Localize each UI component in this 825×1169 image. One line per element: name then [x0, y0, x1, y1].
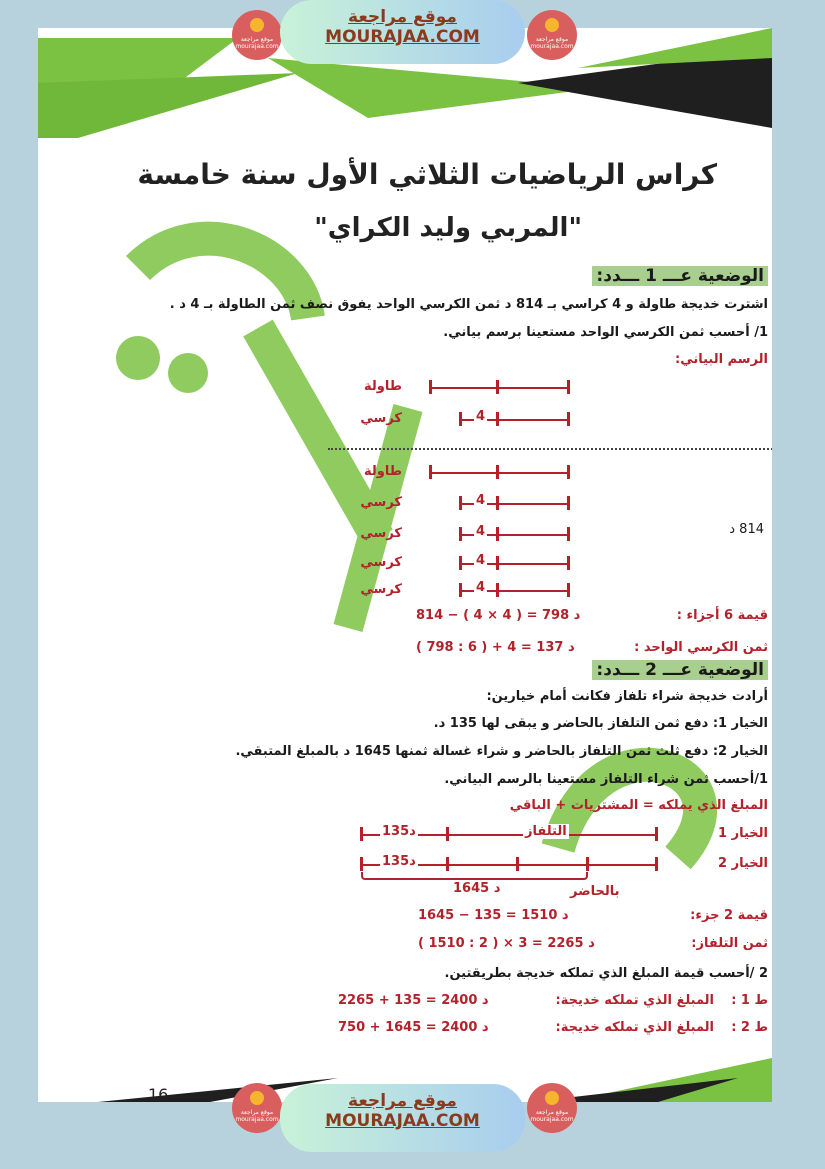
method-calc: 2265 + 135 = 2400 د [338, 993, 489, 1008]
label-table: طاولة [364, 464, 402, 479]
calc-label: ثمن التلفاز: [691, 936, 768, 951]
calc-value: 1645 − 135 = 1510 د [418, 908, 569, 923]
site-name-ar: موقع مراجعة [348, 1091, 457, 1111]
method-calc: 750 + 1645 = 2400 د [338, 1020, 489, 1035]
label-chair: كرسي [360, 411, 402, 426]
book-icon [250, 1091, 264, 1105]
badge-text: موقع مراجعة [535, 36, 569, 43]
badge-text: mourajaa.com [530, 1116, 574, 1123]
book-icon [545, 18, 559, 32]
question-text: 1/أحسب ثمن شراء التلفاز مستعينا بالرسم البياني. [444, 772, 768, 787]
book-icon [545, 1091, 559, 1105]
value-4: 4 [476, 553, 486, 568]
remainder-135: 135د [382, 824, 416, 839]
value-4: 4 [476, 409, 486, 424]
value-4: 4 [476, 524, 486, 539]
site-name-en: MOURAJAA.COM [325, 1111, 480, 1131]
calc-value: 814 − ( 4 × 4 ) = 798 د [416, 608, 581, 623]
calc-value: ( 1510 : 2 ) × 3 = 2265 د [418, 936, 595, 951]
book-icon [250, 18, 264, 32]
site-badge[interactable] [527, 1083, 577, 1133]
badge-text: mourajaa.com [235, 43, 279, 50]
method-text: المبلغ الذي تملكه خديجة: [555, 993, 714, 1008]
author: "المربي وليد الكراي" [314, 213, 582, 243]
calc-value: ( 798 : 6 ) + 4 = 137 د [416, 640, 575, 655]
label-option-2: الخيار 2 [718, 856, 768, 871]
problem-text: أرادت خديجة شراء تلفاز فكانت أمام خيارين: [486, 689, 768, 704]
formula: المبلغ الذي يملكه = المشتريات + الباقي [509, 798, 768, 813]
method-text: المبلغ الذي تملكه خديجة: [555, 1020, 714, 1035]
diagram-label: الرسم البياني: [675, 352, 768, 367]
site-name-en: MOURAJAA.COM [325, 27, 480, 47]
label-cash: بالحاضر [570, 884, 620, 899]
site-badge[interactable] [232, 10, 282, 60]
total-814: 814 د [729, 522, 764, 537]
badge-text: موقع مراجعة [240, 36, 274, 43]
site-badge[interactable] [232, 1083, 282, 1133]
label-chair: كرسي [360, 555, 402, 570]
badge-text: موقع مراجعة [240, 1109, 274, 1116]
label-tv: التلفاز [525, 824, 567, 839]
label-table: طاولة [364, 379, 402, 394]
situation-2-heading: الوضعية عـــ 2 ـــدد: [592, 660, 768, 680]
separator [328, 448, 772, 450]
problem-text: الخيار 1: دفع ثمن التلفاز بالحاضر و يبقى لها 135 د. [433, 716, 768, 731]
situation-1-problem: اشترت خديجة طاولة و 4 كراسي بـ 814 د ثمن الكرسي الواحد يفوق نصف ثمن الطاولة بـ 4 د . [169, 297, 768, 312]
site-banner-top[interactable] [280, 0, 525, 64]
bracket [361, 872, 588, 880]
page-title: كراس الرياضيات الثلاثي الأول سنة خامسة [137, 158, 717, 191]
situation-1-heading: الوضعية عـــ 1 ـــدد: [592, 266, 768, 286]
label-chair: كرسي [360, 582, 402, 597]
label-chair: كرسي [360, 495, 402, 510]
badge-text: موقع مراجعة [535, 1109, 569, 1116]
method-label: ط 2 : [731, 1020, 768, 1035]
badge-text: mourajaa.com [530, 43, 574, 50]
site-badge[interactable] [527, 10, 577, 60]
situation-1-question: 1/ أحسب ثمن الكرسي الواحد مستعينا برسم بياني. [443, 325, 768, 340]
value-4: 4 [476, 580, 486, 595]
worksheet-page [38, 28, 772, 1102]
calc-label: قيمة 2 جزء: [690, 908, 768, 923]
question-text: 2 /أحسب قيمة المبلغ الذي تملكه خديجة بطريقتين. [444, 966, 768, 981]
calc-label: قيمة 6 أجزاء : [676, 608, 768, 623]
sum-1645: 1645 د [453, 881, 501, 896]
calc-label: ثمن الكرسي الواحد : [634, 640, 768, 655]
page-number: 16 [148, 1085, 169, 1102]
value-4: 4 [476, 493, 486, 508]
label-option-1: الخيار 1 [718, 826, 768, 841]
label-chair: كرسي [360, 526, 402, 541]
badge-text: mourajaa.com [235, 1116, 279, 1123]
site-name-ar: موقع مراجعة [348, 7, 457, 27]
method-label: ط 1 : [731, 993, 768, 1008]
problem-text: الخيار 2: دفع ثلث ثمن التلفاز بالحاضر و شراء غسالة ثمنها 1645 د بالمبلغ المتبقي. [235, 744, 768, 759]
site-banner-bottom[interactable] [280, 1084, 525, 1152]
remainder-135: 135د [382, 854, 416, 869]
